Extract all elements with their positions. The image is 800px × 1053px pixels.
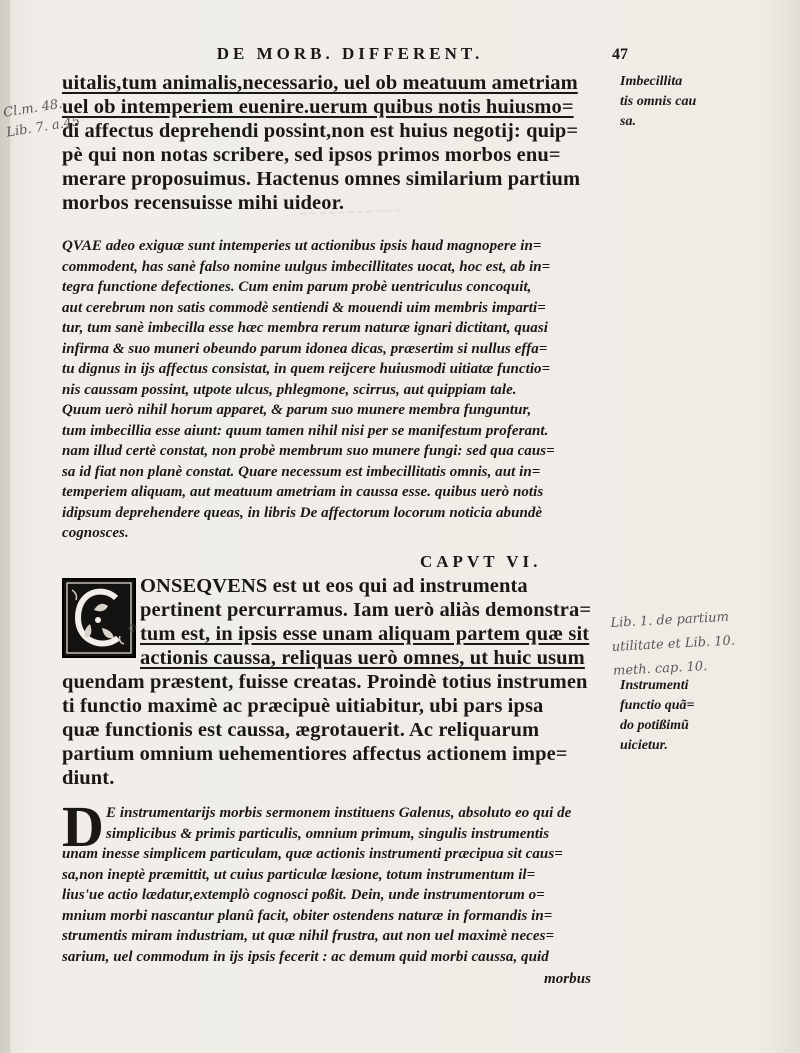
- text-line: morbos recensuisse mihi uideor.: [62, 192, 345, 214]
- handwritten-line: Lib. 7. a.45: [5, 114, 82, 141]
- page-gutter-shadow: [0, 0, 10, 1053]
- text-line: nam illud certè constat, non probè membrum suo munere fungi: sed qua caus=: [62, 443, 555, 459]
- text-line: pertinent percurramus. Iam uerò aliàs demonstra=: [140, 599, 592, 621]
- text-line: unam inesse simplicem particulam, quæ actionis instrumenti præcipua sit caus=: [62, 846, 563, 862]
- text-line: infirma & suo muneri obeundo parum idonea dicas, præsertim si nullus effa=: [62, 340, 548, 357]
- text-line: simplicibus & primis particulis, omnium primum, singulis instrumentis: [106, 825, 550, 842]
- handwritten-note-right: [610, 606, 737, 684]
- text-line: uitalis,tum animalis,necessario, uel ob meatuum ametriam: [62, 72, 578, 94]
- text-line: temperiem aliquam, aut meatuum ametriam in caussa esse. quibus uerò notis: [62, 484, 544, 500]
- text-line: lius'ue actio lædatur,extemplò cognosci poßit. Dein, unde instrumentorum o=: [62, 887, 545, 903]
- margin-note-line: tis omnis cau: [620, 94, 697, 109]
- text-line: diunt.: [62, 767, 115, 789]
- handwritten-line: Cl.m. 48.: [2, 96, 64, 121]
- text-line: sa id fiat non planè constat. Quare necessum est imbecillitatis omnis, aut in=: [62, 463, 541, 480]
- bleed-through-text: ~ ~ ~ ~ ~ ~ ~ ~ ~ ~ ~: [299, 203, 402, 221]
- margin-note-line: functio quã=: [620, 698, 695, 713]
- text-line: tum imbecillia esse aiunt: quum tamen nihil nisi per se manifestum proferant.: [62, 422, 549, 439]
- text-line: partium omnium uehementiores affectus actionem impe=: [62, 743, 568, 765]
- text-line: aut cerebrum non satis commodè sentiendi & mouendi uim membris imparti=: [62, 299, 546, 316]
- decorated-initial-c-icon: [62, 578, 136, 658]
- margin-note-line: Imbecillita: [620, 74, 683, 89]
- text-line: idipsum deprehendere queas, in libris De affectorum locorum noticia abundè: [62, 504, 543, 521]
- text-line: nis caussam possint, utpote ulcus, phlegmone, scirrus, aut quippiam tale.: [62, 381, 517, 398]
- handwritten-mark: Φ: [126, 621, 139, 636]
- text-line: tur, tum sanè imbecilla esse hæc membra rerum naturæ ignari dictitant, quasi: [62, 320, 548, 336]
- catchword: morbus: [544, 971, 591, 987]
- text-line: quæ functionis est caussa, ægrotauerit. Ac reliquarum: [62, 719, 540, 741]
- handwritten-line: meth. cap. 10.: [612, 658, 708, 679]
- text-line: mnium morbi nascantur planû facit, obiter ostendens naturæ in formandis in=: [62, 907, 553, 924]
- margin-note-line: do potißimũ: [620, 718, 689, 733]
- text-line: pè qui non notas scribere, sed ipsos primos morbos enu=: [62, 144, 561, 166]
- chapter-heading: CAPVT VI.: [420, 552, 542, 571]
- text-line: ti functio maximè ac præcipuè uitiabitur, ubi pars ipsa: [62, 695, 544, 717]
- text-line: tum est, in ipsis esse unam aliquam partem quæ sit: [140, 623, 590, 645]
- page-number: 47: [612, 46, 628, 63]
- margin-note-instrumenti: [620, 676, 790, 756]
- text-line: strumentis miram industriam, ut quæ nihil frustra, aut non uel maximè neces=: [62, 928, 555, 944]
- margin-note-line: Instrumenti: [620, 678, 689, 693]
- text-line: Quum uerò nihil horum apparet, & parum suo munere membra funguntur,: [62, 402, 532, 418]
- handwritten-line: Lib. 1. de partium: [610, 609, 730, 631]
- text-line: cognosces.: [62, 525, 129, 541]
- text-line: sarium, uel commodum in ijs ipsis fecerit : ac demum quid morbi caussa, quid: [62, 948, 549, 965]
- margin-note-imbecillitatis: [620, 72, 790, 132]
- text-line: commodent, has sanè falso nomine uulgus imbecillitates uocat, hoc est, ab in=: [62, 258, 551, 275]
- handwritten-line: utilitate et Lib. 10.: [611, 633, 736, 655]
- text-line: QVAE adeo exiguæ sunt intemperies ut actionibus ipsis haud magnopere in=: [62, 238, 542, 254]
- text-line: sa,non ineptè præmittit, ut cuius particulæ læsione, totum instrumentum il=: [62, 866, 536, 883]
- text-line: tegra functione defectiones. Cum enim parum probè uentriculus concoquit,: [62, 279, 532, 295]
- text-line: ONSEQVENS est ut eos qui ad instrumenta: [140, 575, 528, 597]
- margin-note-line: uicietur.: [620, 738, 668, 753]
- ornament-icon: [64, 580, 134, 656]
- text-line: E instrumentarijs morbis sermonem instituens Galenus, absoluto eo qui de: [106, 805, 572, 821]
- running-head: DE MORB. DIFFERENT.: [216, 44, 484, 63]
- text-line: tu dignus in ijs affectus consistat, in quem reijcere huiusmodi uitiatæ functio=: [62, 361, 551, 377]
- text-line: actionis caussa, reliquas uerò omnes, ut huic usum: [140, 647, 585, 669]
- text-line: merare proposuimus. Hactenus omnes similarium partium: [62, 168, 581, 190]
- text-line: quendam præstent, fuisse creatas. Proindè totius instrumen: [62, 671, 588, 693]
- initial-letter-d: D: [62, 794, 104, 859]
- text-line: uel ob intemperiem euenire.uerum quibus notis huiusmo=: [62, 96, 574, 118]
- text-line: di affectus deprehendi possint,non est huius negotij: quip=: [62, 120, 579, 142]
- margin-note-line: sa.: [620, 114, 636, 129]
